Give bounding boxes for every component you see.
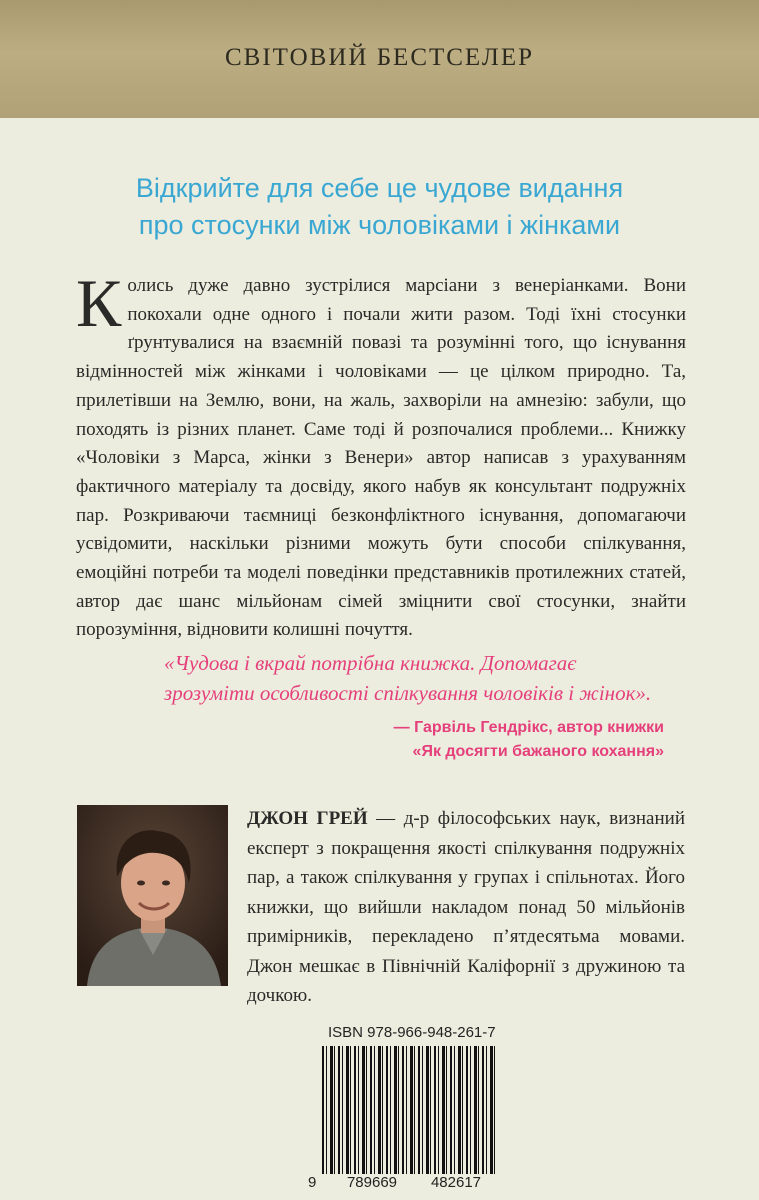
barcode-digit-group-1: 789669 — [346, 1174, 398, 1191]
intro-paragraph — [76, 265, 686, 645]
headline — [0, 170, 759, 244]
author-bio-text: — д-р філософських наук, визнаний експерт з покращення якості спілкування подружніх пар, а також спілкування у групах і спільнотах. Його книжки, що вийшли накладом понад 50 мільйонів примірників, перекладено п’ятдесятьма мовами. Джон мешкає в Північній Каліфорнії з дружиною та дочкою. — [247, 808, 685, 1006]
attribution-book: «Як досягти бажаного кохання» — [412, 743, 664, 760]
author-portrait-icon — [77, 805, 228, 986]
series-label: СВІТОВИЙ БЕСТСЕЛЕР — [224, 44, 535, 71]
review-quote: «Чудова і вкрай потрібна книжка. Допомагає зрозуміти особливості спілкування чоловіків і жінок». — [164, 651, 652, 705]
quote-attribution — [244, 716, 664, 764]
drop-cap: К — [76, 265, 122, 341]
barcode-digits — [308, 1174, 498, 1191]
intro-text: олись дуже давно зустрілися марсіани з венеріанками. Вони покохали одне одного і почали жити разом. Тоді їхні стосунки ґрунтувалися на взаємній повазі та розумінні того, що існування відмінностей між жінками і чоловіками — це цілком природно. Та, прилетівши на Землю, вони, на жаль, захворіли на амнезію: забули, що походять із різних планет. Саме тоді й розпочалися проблеми... Книжку «Чоловіки з Марса, жінки з Венери» автор написав з урахуванням фактичного матеріалу та досвіду, якого набув як консультант подружніх пар. Розкриваючи таємниці безконфліктного існування, допомагаючи усвідомити, наскільки різними можуть бути способи спілкування, емоційні потреби та моделі поведінки представників протилежних статей, автор дає шанс мільйонам сімей зміцнити свої стосунки, знайти порозуміння, відновити колишні почуття. — [76, 275, 686, 641]
headline-line-1: Відкрийте для себе це чудове видання — [135, 173, 624, 203]
barcode-bars-icon — [322, 1046, 498, 1174]
author-name: ДЖОН ГРЕЙ — [247, 808, 368, 829]
barcode-digit-first: 9 — [308, 1174, 317, 1191]
author-photo — [77, 805, 228, 986]
isbn-label: ISBN 978-966-948-261-7 — [328, 1024, 496, 1041]
attribution-author: — Гарвіль Гендрікс, автор книжки — [393, 719, 664, 736]
headline-line-2: про стосунки між чоловіками і жінками — [138, 210, 621, 240]
barcode-digit-group-2: 482617 — [430, 1174, 482, 1191]
author-bio — [247, 804, 685, 1011]
barcode — [308, 1020, 498, 1200]
